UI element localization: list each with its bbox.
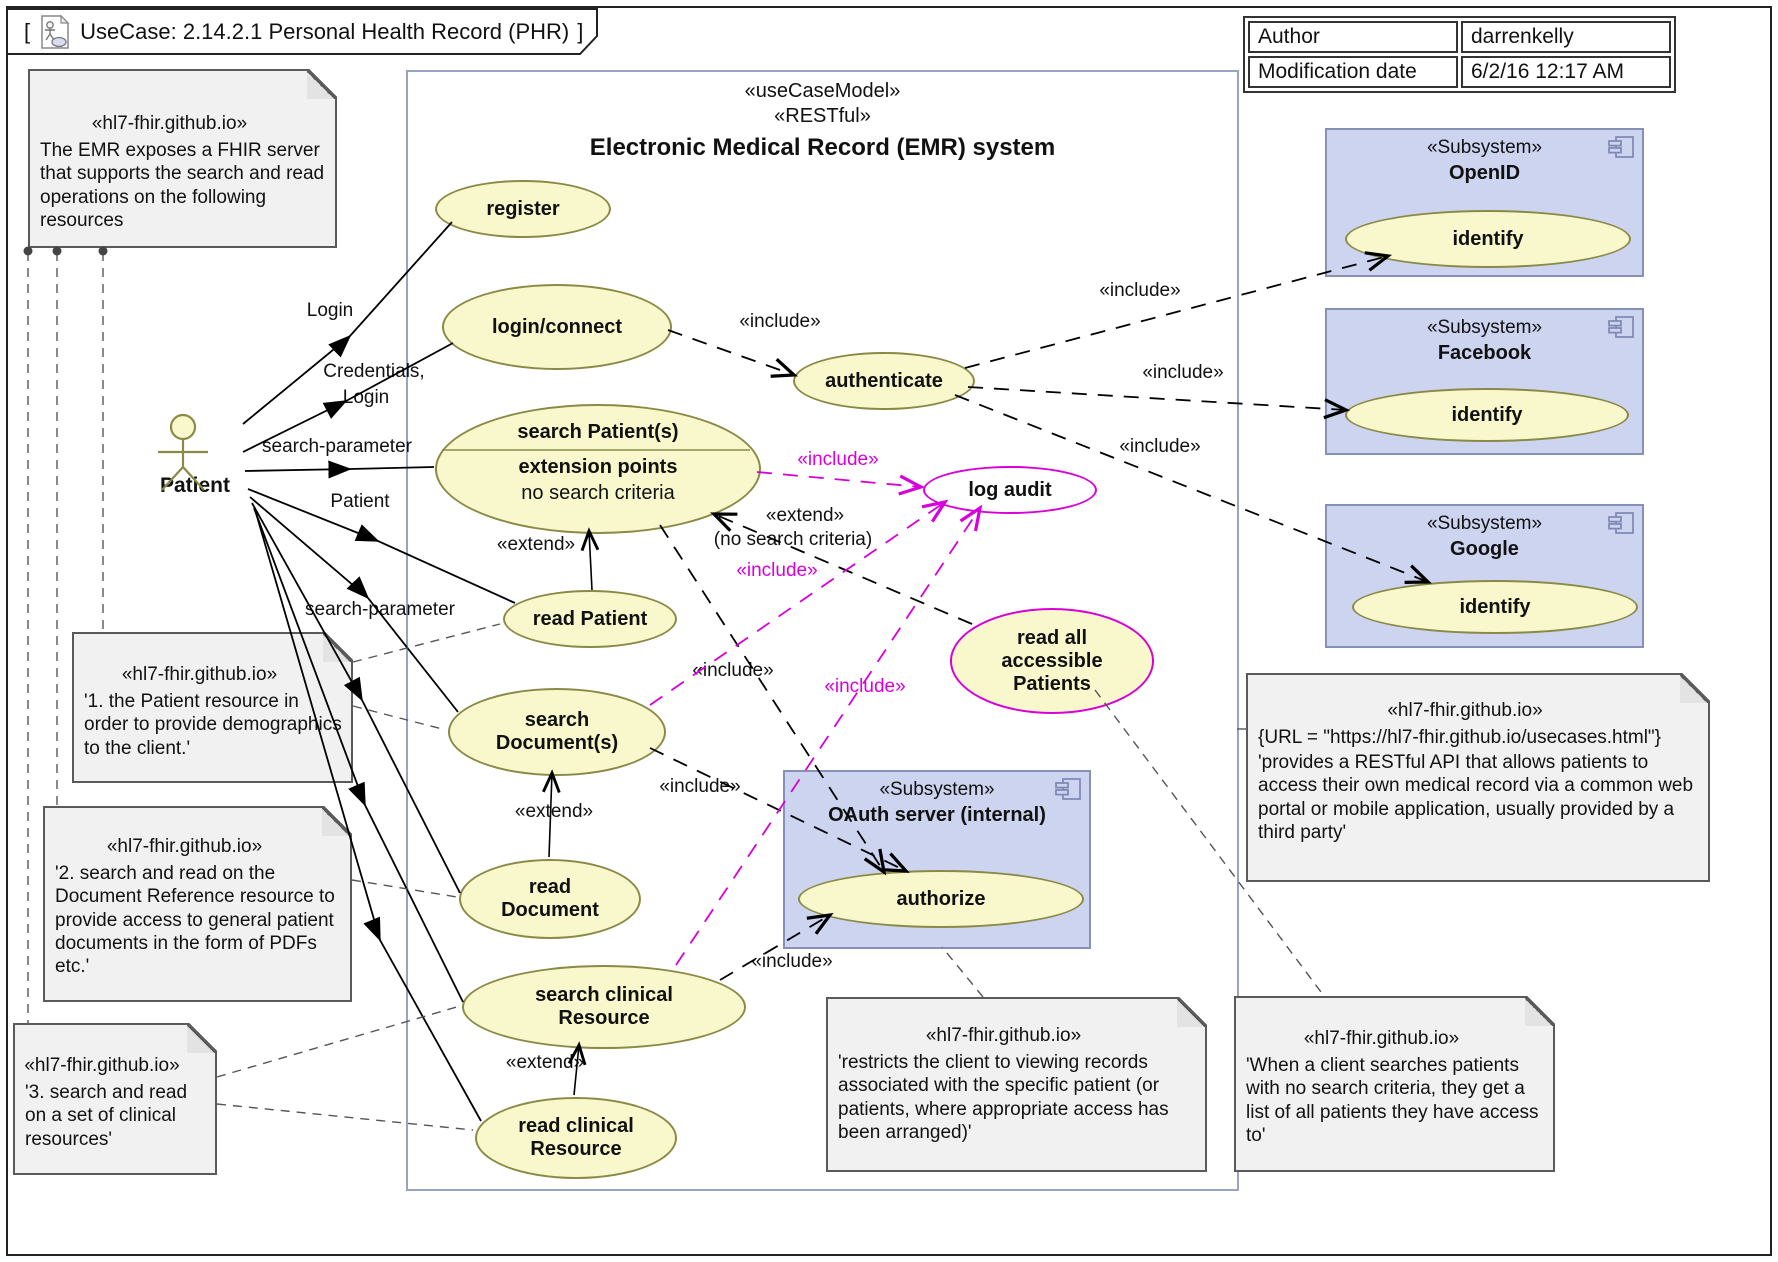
usecase-read-document[interactable]: [459, 859, 641, 939]
table-row: [1248, 21, 1671, 53]
usecase-label: search clinical Resource: [535, 984, 673, 1029]
usecase-login-connect[interactable]: [442, 284, 672, 370]
extension-points-header: extension points: [518, 456, 678, 478]
usecase-label: search Patient(s): [517, 421, 679, 443]
usecase-label: search Document(s): [495, 709, 619, 754]
note-text: The EMR exposes a FHIR server that supports the search and read operations on the following resources: [40, 140, 325, 232]
assoc-label-search-parameter-2: search-parameter: [305, 599, 455, 620]
include-label-facebook: «include»: [1142, 362, 1224, 383]
usecase-label: read Document: [501, 876, 599, 921]
usecase-label: read Patient: [532, 607, 648, 630]
usecase-read-clinical-resource[interactable]: [475, 1097, 677, 1179]
assoc-label-credentials: Credentials,: [323, 361, 425, 382]
include-label-log-audit-1: «include»: [797, 449, 879, 470]
extend-label-read-patient: «extend»: [496, 534, 576, 555]
note-stereotype: «hl7-fhir.github.io»: [121, 664, 278, 685]
note-restful-api-url[interactable]: [1246, 673, 1710, 882]
usecase-label: log audit: [968, 478, 1052, 501]
subsystem-stereotype: «Subsystem»: [1426, 137, 1543, 158]
usecase-label: login/connect: [492, 315, 622, 338]
note-text: '3. search and read on a set of clinical resources': [25, 1082, 188, 1150]
usecase-search-patients[interactable]: [435, 404, 761, 534]
include-label-authorize-3: «include»: [751, 951, 833, 972]
note-stereotype: «hl7-fhir.github.io»: [106, 836, 263, 857]
note-text: 'restricts the client to viewing records associated with the specific patient (or patients, where appropriate access has been arranged)': [838, 1052, 1169, 1144]
assoc-label-login2: Login: [342, 387, 390, 408]
include-label-log-audit-2: «include»: [736, 560, 818, 581]
include-label-log-audit-3: «include»: [824, 676, 906, 697]
note-fold: [187, 1023, 217, 1053]
emr-system-title: Electronic Medical Record (EMR) system: [589, 134, 1056, 161]
extend-condition-label: (no search criteria): [713, 529, 873, 550]
frame-bracket-close: ]: [577, 19, 584, 44]
diagram-info-table: [1243, 16, 1676, 93]
usecase-log-audit[interactable]: [923, 466, 1097, 514]
include-label-authorize-2: «include»: [659, 776, 741, 797]
usecase-label: authorize: [896, 887, 986, 910]
extend-label-read-document: «extend»: [514, 801, 594, 822]
component-icon: [1608, 316, 1634, 343]
note-text: 'When a client searches patients with no search criteria, they get a list of all patients they have access to': [1246, 1055, 1539, 1147]
emr-stereotype-2: «RESTful»: [774, 105, 871, 127]
note-stereotype: «hl7-fhir.github.io»: [1303, 1028, 1460, 1049]
note-clinical-resources[interactable]: [13, 1023, 217, 1175]
usecase-identify-google[interactable]: [1352, 580, 1638, 634]
include-label-google: «include»: [1119, 436, 1201, 457]
extension-point: no search criteria: [521, 482, 675, 504]
diagram-frame-header: [24, 14, 583, 50]
usecase-authorize[interactable]: [798, 870, 1084, 928]
note-fold: [1177, 997, 1207, 1027]
assoc-label-search-parameter-1: search-parameter: [262, 436, 412, 457]
subsystem-stereotype: «Subsystem»: [879, 779, 995, 800]
include-label-openid: «include»: [1099, 280, 1181, 301]
note-fold: [323, 632, 353, 662]
usecase-authenticate[interactable]: [793, 352, 975, 410]
usecase-read-patient[interactable]: [503, 590, 677, 648]
info-value: 6/2/16 12:17 AM: [1461, 56, 1671, 88]
usecase-search-clinical-resource[interactable]: [462, 965, 746, 1049]
usecase-identify-openid[interactable]: [1345, 210, 1631, 268]
note-document-reference[interactable]: [43, 806, 352, 1002]
include-label-authorize-1: «include»: [692, 660, 774, 681]
usecase-register[interactable]: [435, 180, 611, 238]
note-fold: [1680, 673, 1710, 703]
subsystem-name: OpenID: [1448, 162, 1521, 184]
usecase-label: read all accessible Patients: [1001, 626, 1103, 695]
note-stereotype: «hl7-fhir.github.io»: [925, 1025, 1082, 1046]
usecase-label: identify: [1459, 595, 1531, 618]
usecase-label: read clinical Resource: [518, 1115, 634, 1160]
info-value: darrenkelly: [1461, 21, 1671, 53]
emr-stereotype-1: «useCaseModel»: [744, 80, 901, 102]
note-fold: [307, 69, 337, 99]
usecase-search-documents[interactable]: [448, 688, 666, 776]
note-text: '1. the Patient resource in order to provide demographics to the client.': [84, 691, 342, 759]
info-label: Modification date: [1248, 56, 1458, 88]
note-url: {URL = "https://hl7-fhir.github.io/usecases.html"}: [1258, 727, 1662, 748]
note-emr-fhir-server[interactable]: [28, 69, 337, 248]
info-label: Author: [1248, 21, 1458, 53]
subsystem-name: Facebook: [1437, 342, 1532, 364]
component-icon: [1608, 136, 1634, 163]
extend-label-read-clinical: «extend»: [505, 1052, 585, 1073]
note-no-search-criteria[interactable]: [1234, 996, 1555, 1172]
note-fold: [1525, 996, 1555, 1026]
table-row: [1248, 56, 1671, 88]
usecase-label: authenticate: [825, 369, 943, 392]
usecase-label: identify: [1452, 227, 1524, 250]
subsystem-stereotype: «Subsystem»: [1426, 513, 1543, 534]
usecase-read-all-accessible-patients[interactable]: [950, 608, 1154, 714]
subsystem-name: Google: [1450, 538, 1519, 560]
note-stereotype: «hl7-fhir.github.io»: [1387, 700, 1543, 721]
frame-title: UseCase: 2.14.2.1 Personal Health Record (PHR): [80, 19, 570, 44]
usecase-label: register: [486, 197, 560, 220]
note-patient-resource[interactable]: [72, 632, 353, 783]
extend-label-read-all: «extend»: [765, 505, 845, 526]
usecase-label: identify: [1451, 403, 1523, 426]
note-stereotype: «hl7-fhir.github.io»: [24, 1055, 180, 1076]
usecase-diagram-icon: [38, 14, 72, 50]
assoc-label-login: Login: [306, 300, 354, 321]
note-fold: [322, 806, 352, 836]
note-oauth-restricts[interactable]: [826, 997, 1207, 1172]
usecase-identify-facebook[interactable]: [1345, 388, 1629, 442]
component-icon: [1608, 512, 1634, 539]
subsystem-stereotype: «Subsystem»: [1426, 317, 1543, 338]
subsystem-name: OAuth server (internal): [828, 804, 1046, 826]
frame-bracket-open: [: [24, 19, 31, 44]
note-text: '2. search and read on the Document Reference resource to provide access to general patient documents in the form of PDFs etc.': [55, 863, 335, 978]
assoc-label-patient: Patient: [330, 491, 390, 512]
include-label-authenticate: «include»: [739, 311, 821, 332]
actor-patient-label: Patient: [159, 474, 231, 497]
component-icon: [1055, 778, 1081, 805]
note-stereotype: «hl7-fhir.github.io»: [91, 113, 248, 134]
note-text: 'provides a RESTful API that allows patients to access their own medical record via a common web portal or mobile application, usually provided by a third party': [1258, 752, 1694, 844]
